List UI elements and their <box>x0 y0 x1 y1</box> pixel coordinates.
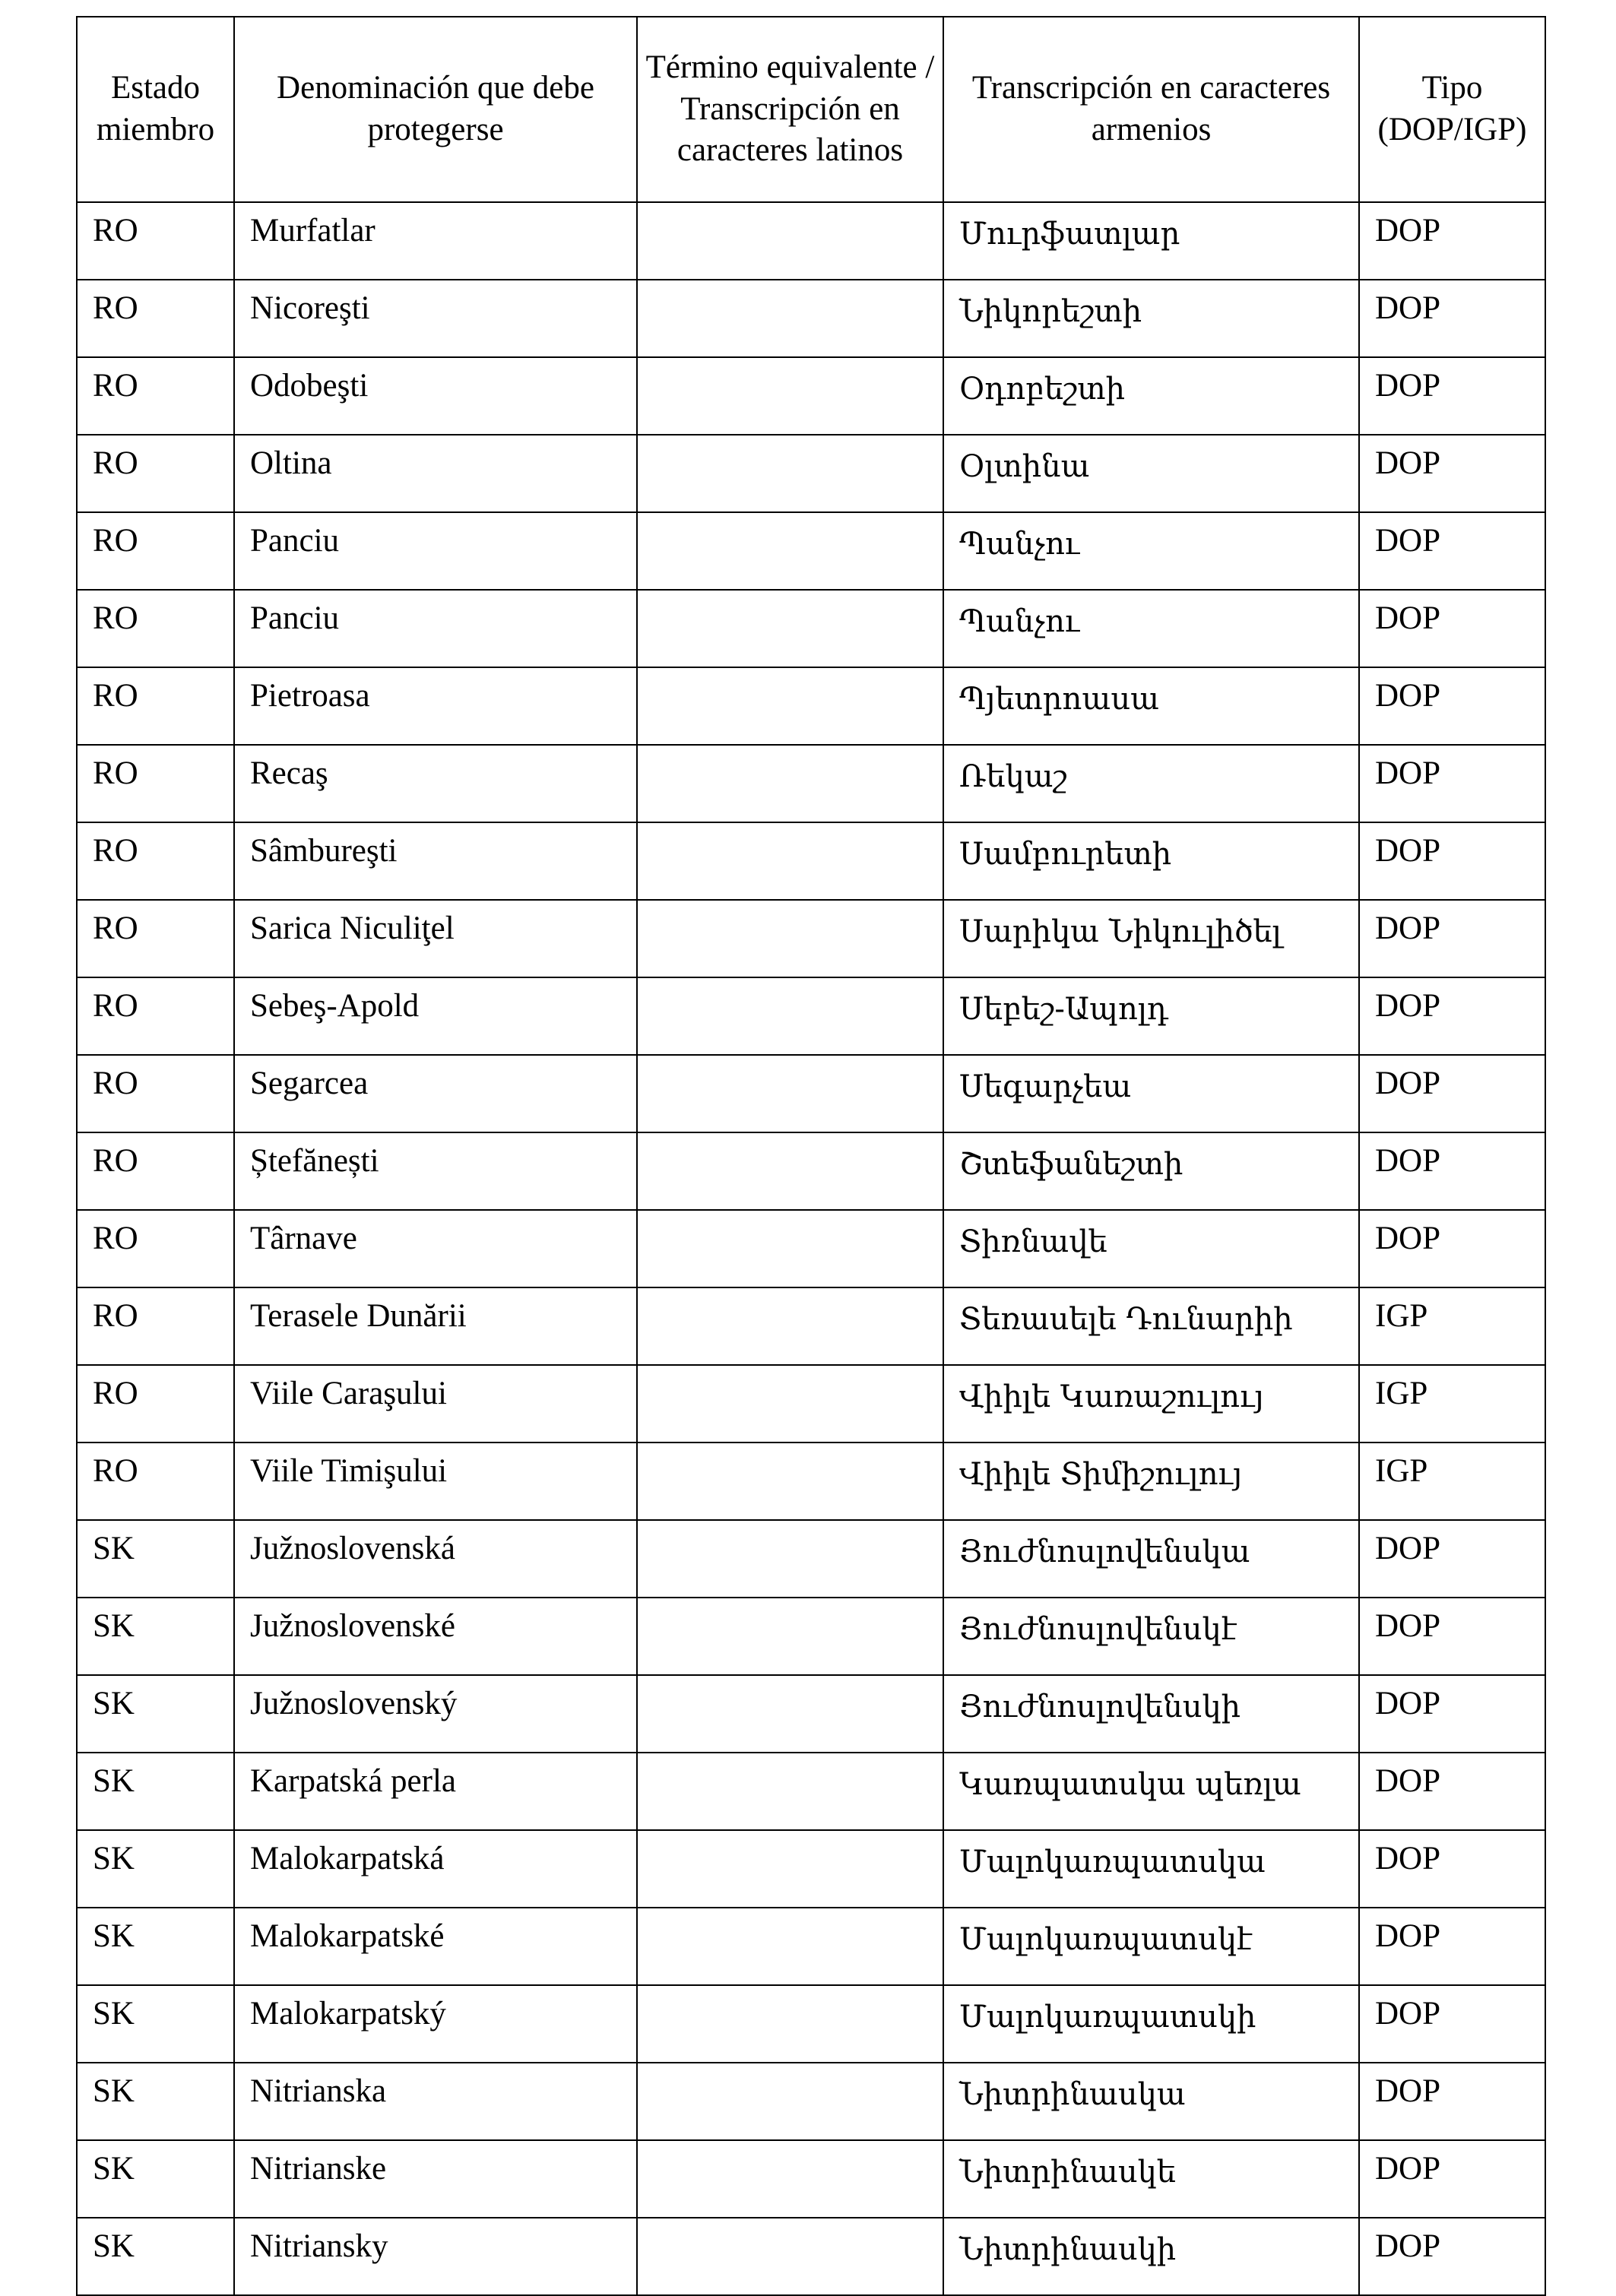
cell-protected-name: Malokarpatská <box>234 1830 637 1908</box>
table-row <box>77 1210 1545 1287</box>
cell-protected-name: Panciu <box>234 512 637 590</box>
cell-member-state: RO <box>77 1287 234 1365</box>
cell-armenian-transcription: Սեգարչեա <box>943 1055 1359 1132</box>
cell-type: DOP <box>1359 357 1545 435</box>
cell-type: IGP <box>1359 1287 1545 1365</box>
cell-member-state: RO <box>77 512 234 590</box>
cell-type: DOP <box>1359 1908 1545 1985</box>
table-row <box>77 435 1545 512</box>
cell-member-state: RO <box>77 745 234 822</box>
cell-type: DOP <box>1359 2218 1545 2295</box>
table-row <box>77 667 1545 745</box>
cell-member-state: RO <box>77 667 234 745</box>
cell-armenian-transcription: Օդոբեշտի <box>943 357 1359 435</box>
cell-member-state: RO <box>77 900 234 977</box>
cell-type: DOP <box>1359 202 1545 280</box>
cell-latin-transcription <box>637 512 943 590</box>
cell-protected-name: Târnave <box>234 1210 637 1287</box>
cell-armenian-transcription: Յուժնոսլովենսկէ <box>943 1598 1359 1675</box>
cell-armenian-transcription: Սեբեշ-Ապոլդ <box>943 977 1359 1055</box>
cell-type: DOP <box>1359 1675 1545 1753</box>
cell-protected-name: Murfatlar <box>234 202 637 280</box>
cell-armenian-transcription: Վիիլե Կառաշուլույ <box>943 1365 1359 1443</box>
cell-protected-name: Viile Caraşului <box>234 1365 637 1443</box>
cell-armenian-transcription: Սամբուրետի <box>943 822 1359 900</box>
cell-protected-name: Nitriansky <box>234 2218 637 2295</box>
cell-armenian-transcription: Տիռնավե <box>943 1210 1359 1287</box>
cell-type: DOP <box>1359 2140 1545 2218</box>
cell-armenian-transcription: Ռեկաշ <box>943 745 1359 822</box>
table-row <box>77 1675 1545 1753</box>
cell-type: DOP <box>1359 2063 1545 2140</box>
cell-latin-transcription <box>637 1287 943 1365</box>
cell-protected-name: Karpatská perla <box>234 1753 637 1830</box>
cell-type: DOP <box>1359 977 1545 1055</box>
table-row <box>77 1985 1545 2063</box>
cell-member-state: RO <box>77 1132 234 1210</box>
cell-armenian-transcription: Նիկորեշտի <box>943 280 1359 357</box>
cell-member-state: SK <box>77 1675 234 1753</box>
cell-member-state: SK <box>77 1908 234 1985</box>
cell-protected-name: Južnoslovenská <box>234 1520 637 1598</box>
cell-armenian-transcription: Վիիլե Տիմիշուլույ <box>943 1443 1359 1520</box>
table-row <box>77 1132 1545 1210</box>
cell-type: DOP <box>1359 1132 1545 1210</box>
cell-armenian-transcription: Մուրֆատլար <box>943 202 1359 280</box>
protected-names-table <box>76 16 1546 2296</box>
cell-member-state: SK <box>77 2063 234 2140</box>
cell-protected-name: Panciu <box>234 590 637 667</box>
cell-member-state: RO <box>77 822 234 900</box>
cell-protected-name: Viile Timişului <box>234 1443 637 1520</box>
cell-armenian-transcription: Շտեֆանեշտի <box>943 1132 1359 1210</box>
cell-latin-transcription <box>637 1055 943 1132</box>
cell-member-state: RO <box>77 977 234 1055</box>
cell-latin-transcription <box>637 1365 943 1443</box>
cell-armenian-transcription: Պանչու <box>943 512 1359 590</box>
table-row <box>77 2140 1545 2218</box>
table-row <box>77 1753 1545 1830</box>
cell-protected-name: Sebeş-Apold <box>234 977 637 1055</box>
cell-type: IGP <box>1359 1443 1545 1520</box>
cell-member-state: SK <box>77 1753 234 1830</box>
cell-armenian-transcription: Կառպատսկա պեռլա <box>943 1753 1359 1830</box>
cell-member-state: RO <box>77 1365 234 1443</box>
cell-protected-name: Segarcea <box>234 1055 637 1132</box>
cell-latin-transcription <box>637 822 943 900</box>
cell-armenian-transcription: Յուժնոսլովենսկա <box>943 1520 1359 1598</box>
cell-type: IGP <box>1359 1365 1545 1443</box>
cell-protected-name: Malokarpatský <box>234 1985 637 2063</box>
cell-type: DOP <box>1359 822 1545 900</box>
cell-member-state: SK <box>77 1985 234 2063</box>
table-row <box>77 822 1545 900</box>
cell-latin-transcription <box>637 435 943 512</box>
cell-protected-name: Sâmbureşti <box>234 822 637 900</box>
table-row <box>77 1908 1545 1985</box>
cell-member-state: RO <box>77 280 234 357</box>
cell-protected-name: Južnoslovenské <box>234 1598 637 1675</box>
cell-latin-transcription <box>637 1675 943 1753</box>
cell-member-state: RO <box>77 202 234 280</box>
cell-member-state: SK <box>77 1830 234 1908</box>
cell-member-state: RO <box>77 357 234 435</box>
cell-latin-transcription <box>637 1753 943 1830</box>
table-row <box>77 1365 1545 1443</box>
cell-member-state: RO <box>77 435 234 512</box>
cell-latin-transcription <box>637 2218 943 2295</box>
header-protected-name: Denominación que debe protegerse <box>234 17 637 202</box>
table-row <box>77 590 1545 667</box>
cell-armenian-transcription: Տեռասելե Դունարիի <box>943 1287 1359 1365</box>
cell-latin-transcription <box>637 745 943 822</box>
table-row <box>77 1830 1545 1908</box>
cell-armenian-transcription: Մալոկառպատսկէ <box>943 1908 1359 1985</box>
cell-type: DOP <box>1359 435 1545 512</box>
table-row <box>77 280 1545 357</box>
table-row <box>77 512 1545 590</box>
cell-latin-transcription <box>637 1210 943 1287</box>
cell-armenian-transcription: Պյետրոասա <box>943 667 1359 745</box>
cell-latin-transcription <box>637 1598 943 1675</box>
cell-type: DOP <box>1359 1055 1545 1132</box>
cell-protected-name: Nicoreşti <box>234 280 637 357</box>
cell-type: DOP <box>1359 1520 1545 1598</box>
header-latin-transcription: Término equivalente / Transcripción en caracteres latinos <box>637 17 943 202</box>
cell-latin-transcription <box>637 357 943 435</box>
table-body <box>77 202 1545 2295</box>
cell-protected-name: Odobeşti <box>234 357 637 435</box>
cell-member-state: RO <box>77 1443 234 1520</box>
cell-type: DOP <box>1359 1210 1545 1287</box>
cell-latin-transcription <box>637 1443 943 1520</box>
cell-protected-name: Ștefănești <box>234 1132 637 1210</box>
cell-latin-transcription <box>637 667 943 745</box>
header-row <box>77 17 1545 202</box>
header-armenian-transcription: Transcripción en caracteres armenios <box>943 17 1359 202</box>
cell-member-state: RO <box>77 1055 234 1132</box>
table-row <box>77 2063 1545 2140</box>
table-header <box>77 17 1545 202</box>
cell-armenian-transcription: Մալոկառպատսկա <box>943 1830 1359 1908</box>
cell-latin-transcription <box>637 1830 943 1908</box>
table-row <box>77 1055 1545 1132</box>
header-type: Tipo (DOP/IGP) <box>1359 17 1545 202</box>
cell-latin-transcription <box>637 977 943 1055</box>
cell-armenian-transcription: Մալոկառպատսկի <box>943 1985 1359 2063</box>
cell-protected-name: Terasele Dunării <box>234 1287 637 1365</box>
cell-protected-name: Sarica Niculiţel <box>234 900 637 977</box>
cell-armenian-transcription: Նիտրինասկե <box>943 2140 1359 2218</box>
cell-protected-name: Nitrianske <box>234 2140 637 2218</box>
table-row <box>77 202 1545 280</box>
cell-member-state: SK <box>77 2218 234 2295</box>
table-row <box>77 1443 1545 1520</box>
cell-latin-transcription <box>637 2063 943 2140</box>
cell-member-state: SK <box>77 1520 234 1598</box>
cell-armenian-transcription: Սարիկա Նիկուլիծել <box>943 900 1359 977</box>
cell-type: DOP <box>1359 1985 1545 2063</box>
cell-protected-name: Recaş <box>234 745 637 822</box>
cell-latin-transcription <box>637 900 943 977</box>
cell-protected-name: Nitrianska <box>234 2063 637 2140</box>
cell-armenian-transcription: Նիտրինասկա <box>943 2063 1359 2140</box>
cell-latin-transcription <box>637 590 943 667</box>
cell-member-state: RO <box>77 590 234 667</box>
cell-armenian-transcription: Յուժնոսլովենսկի <box>943 1675 1359 1753</box>
cell-latin-transcription <box>637 280 943 357</box>
cell-latin-transcription <box>637 1985 943 2063</box>
table-row <box>77 357 1545 435</box>
cell-type: DOP <box>1359 1753 1545 1830</box>
cell-type: DOP <box>1359 745 1545 822</box>
cell-latin-transcription <box>637 1132 943 1210</box>
cell-member-state: RO <box>77 1210 234 1287</box>
cell-protected-name: Južnoslovenský <box>234 1675 637 1753</box>
cell-protected-name: Pietroasa <box>234 667 637 745</box>
table-row <box>77 900 1545 977</box>
cell-armenian-transcription: Պանչու <box>943 590 1359 667</box>
table-row <box>77 745 1545 822</box>
cell-latin-transcription <box>637 2140 943 2218</box>
cell-type: DOP <box>1359 512 1545 590</box>
table-row <box>77 1287 1545 1365</box>
cell-type: DOP <box>1359 280 1545 357</box>
table-row <box>77 1520 1545 1598</box>
cell-type: DOP <box>1359 1598 1545 1675</box>
cell-member-state: SK <box>77 2140 234 2218</box>
cell-type: DOP <box>1359 1830 1545 1908</box>
header-member-state: Estado miembro <box>77 17 234 202</box>
table-row <box>77 977 1545 1055</box>
cell-type: DOP <box>1359 900 1545 977</box>
cell-latin-transcription <box>637 1908 943 1985</box>
table-row <box>77 2218 1545 2295</box>
cell-protected-name: Malokarpatské <box>234 1908 637 1985</box>
cell-latin-transcription <box>637 1520 943 1598</box>
cell-type: DOP <box>1359 590 1545 667</box>
table-row <box>77 1598 1545 1675</box>
cell-armenian-transcription: Նիտրինասկի <box>943 2218 1359 2295</box>
cell-protected-name: Oltina <box>234 435 637 512</box>
cell-armenian-transcription: Օլտինա <box>943 435 1359 512</box>
cell-type: DOP <box>1359 667 1545 745</box>
cell-member-state: SK <box>77 1598 234 1675</box>
cell-latin-transcription <box>637 202 943 280</box>
